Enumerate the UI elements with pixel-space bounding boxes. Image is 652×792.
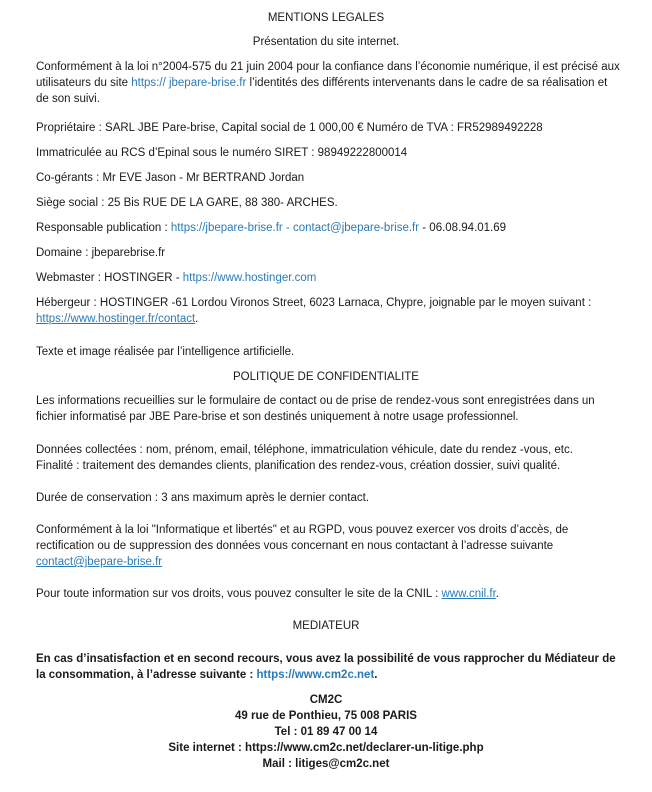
host-line	[36, 295, 620, 327]
privacy-title: POLITIQUE DE CONFIDENTIALITE	[233, 371, 419, 383]
webmaster-line	[36, 270, 620, 286]
cnil-text: Pour toute information sur vos droits, vous pouvez consulter le site de la CNIL :	[36, 588, 442, 600]
webmaster-link[interactable]: https://www.hostinger.com	[182, 272, 317, 284]
publisher-line	[36, 220, 620, 236]
ai-note: Texte et image réalisée par l’intelligence artificielle.	[36, 346, 295, 358]
mediator-address: 49 rue de Ponthieu, 75 008 PARIS	[235, 710, 417, 722]
mediator-end: .	[374, 669, 378, 681]
host-end: .	[195, 313, 199, 325]
privacy-info: Les informations recueillies sur le formulaire de contact ou de prise de rendez-vous sont enregistrées dans un fichier informatisé par JBE Pare-brise et son destinés uniquement à notre usage professionnel.	[36, 395, 595, 423]
legal-intro	[36, 59, 620, 107]
publisher-phone: - 06.08.94.01.69	[419, 222, 507, 234]
host-text: Hébergeur : HOSTINGER -61 Lordou Vironos Street, 6023 Larnaca, Chypre, joignable par le moyen suivant :	[36, 297, 592, 309]
legal-subtitle: Présentation du site internet.	[252, 36, 400, 48]
legal-title: MENTIONS LEGALES	[267, 12, 385, 24]
mediator-mail: Mail : litiges@cm2c.net	[262, 758, 390, 770]
managers-line: Co-gérants : Mr EVE Jason - Mr BERTRAND Jordan	[36, 172, 305, 184]
mediator-phone: Tel : 01 89 47 00 14	[274, 726, 378, 738]
cnil-line	[36, 586, 620, 602]
mediator-name: CM2C	[309, 694, 343, 706]
data-collected-line: Données collectées : nom, prénom, email, téléphone, immatriculation véhicule, date du rendez -vous, etc.	[36, 444, 573, 456]
publisher-link[interactable]: https://jbepare-brise.fr - contact@jbepare-brise.fr	[170, 222, 420, 234]
purpose-line: Finalité : traitement des demandes clients, planification des rendez-vous, création dossier, suivi qualité.	[36, 460, 561, 472]
cnil-link[interactable]: www.cnil.fr	[441, 588, 496, 600]
intro-text-before: Conformément à la loi n°2004-575 du 21 juin 2004 pour la confiance dans l’économie numérique, il est précisé aux utilisateurs du site	[36, 61, 620, 89]
webmaster-label: Webmaster : HOSTINGER -	[36, 272, 183, 284]
mediator-intro: En cas d’insatisfaction et en second recours, vous avez la possibilité de vous rapprocher du Médiateur de la consommation, à l’adresse suivante :	[36, 653, 616, 681]
mediator-text	[36, 651, 620, 683]
publisher-label: Responsable publication :	[36, 222, 171, 234]
cnil-end: .	[495, 588, 499, 600]
retention-line: Durée de conservation : 3 ans maximum après le dernier contact.	[36, 492, 370, 504]
rights-email-link[interactable]: contact@jbepare-brise.fr	[36, 556, 163, 568]
domain-line: Domaine : jbeparebrise.fr	[36, 247, 166, 259]
mediator-site: Site internet : https://www.cm2c.net/declarer-un-litige.php	[168, 742, 484, 754]
mediator-link[interactable]: https://www.cm2c.net	[256, 669, 375, 681]
intro-text-after: l’identités des différents intervenants dans le cadre de sa réalisation et de son suivi.	[36, 77, 608, 105]
site-link[interactable]: https:// jbepare-brise.fr	[131, 77, 247, 89]
rights-text: Conformément à la loi "Informatique et libertés" et au RGPD, vous pouvez exercer vos droits d’accès, de rectification ou de suppression des données vous concernant en nous contactant à l’adresse suivante	[36, 524, 569, 552]
owner-line: Propriétaire : SARL JBE Pare-brise, Capital social de 1 000,00 € Numéro de TVA : FR52989492228	[36, 122, 543, 134]
rights-paragraph	[36, 522, 620, 570]
host-contact-link[interactable]: https://www.hostinger.fr/contact	[36, 313, 196, 325]
mediator-title: MEDIATEUR	[292, 620, 360, 632]
registration-line: Immatriculée au RCS d’Epinal sous le numéro SIRET : 98949222800014	[36, 147, 408, 159]
address-line: Siège social : 25 Bis RUE DE LA GARE, 88 380- ARCHES.	[36, 197, 338, 209]
